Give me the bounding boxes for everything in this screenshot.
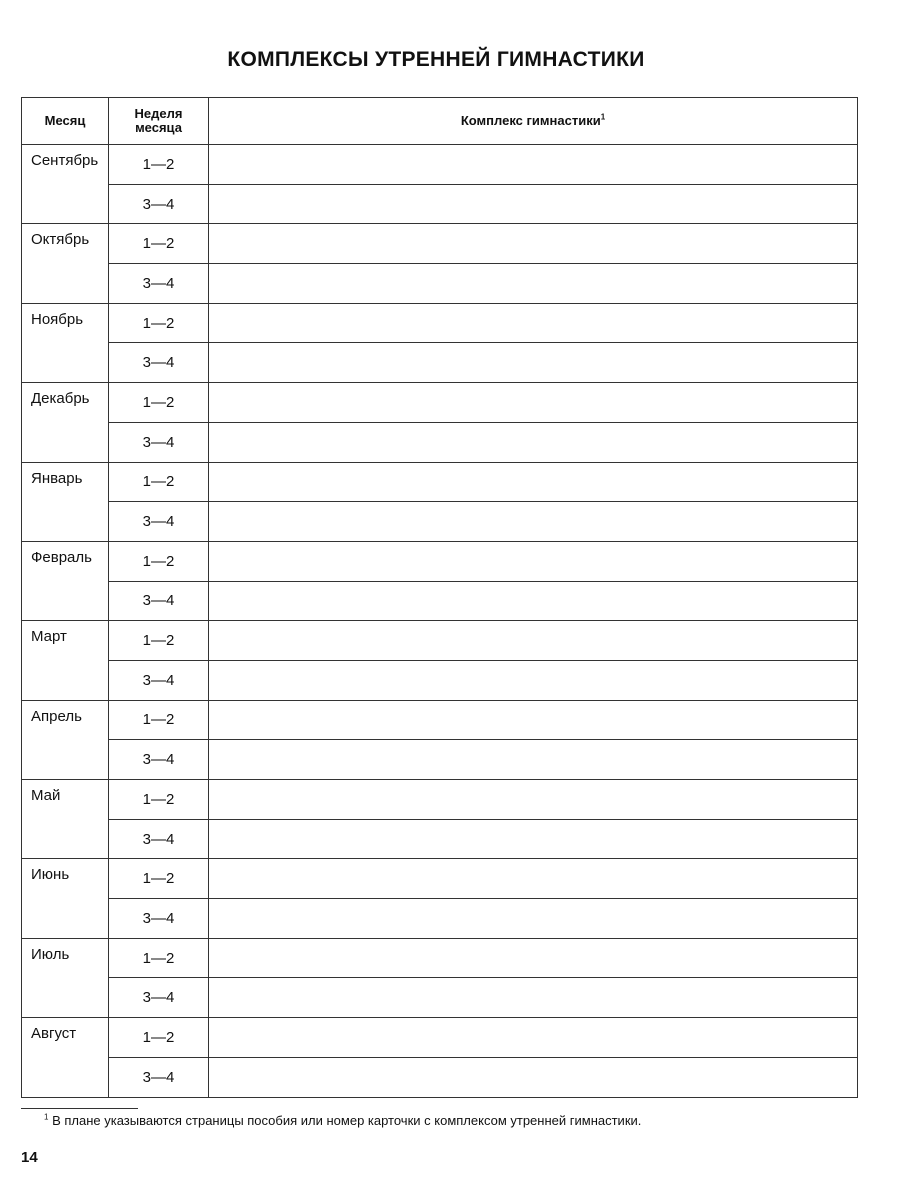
month-cell: Декабрь: [22, 383, 109, 462]
week-cell: 3—4: [109, 264, 209, 304]
week-cell: 3—4: [109, 660, 209, 700]
month-cell: Март: [22, 621, 109, 700]
column-header-week: [109, 98, 209, 145]
table-row: [22, 502, 858, 542]
table-row: [22, 184, 858, 224]
complex-entry-cell[interactable]: [209, 700, 858, 740]
footnote: [44, 1113, 641, 1128]
complex-entry-cell[interactable]: [209, 145, 858, 185]
complex-entry-cell[interactable]: [209, 1057, 858, 1097]
week-cell: 3—4: [109, 581, 209, 621]
complex-entry-cell[interactable]: [209, 660, 858, 700]
week-cell: 3—4: [109, 899, 209, 939]
footnote-mark: 1: [600, 112, 606, 122]
month-cell: Май: [22, 780, 109, 859]
gymnastics-plan-table: [21, 97, 858, 1098]
table-row: [22, 740, 858, 780]
complex-entry-cell[interactable]: [209, 780, 858, 820]
month-cell: Сентябрь: [22, 145, 109, 224]
week-cell: 1—2: [109, 462, 209, 502]
table-row: [22, 621, 858, 661]
complex-entry-cell[interactable]: [209, 264, 858, 304]
complex-entry-cell[interactable]: [209, 938, 858, 978]
week-cell: 1—2: [109, 145, 209, 185]
week-cell: 1—2: [109, 780, 209, 820]
table-row: [22, 581, 858, 621]
complex-entry-cell[interactable]: [209, 581, 858, 621]
page-title: КОМПЛЕКСЫ УТРЕННЕЙ ГИМНАСТИКИ: [227, 48, 645, 71]
week-cell: 1—2: [109, 541, 209, 581]
complex-entry-cell[interactable]: [209, 343, 858, 383]
table-row: [22, 700, 858, 740]
column-header-week-line2: месяца: [135, 120, 182, 135]
complex-entry-cell[interactable]: [209, 859, 858, 899]
column-header-week-line1: Неделя: [134, 106, 183, 121]
table-row: [22, 859, 858, 899]
table-row: [22, 1057, 858, 1097]
complex-entry-cell[interactable]: [209, 819, 858, 859]
footnote-text: В плане указываются страницы пособия или номер карточки с комплексом утренней гимнастики.: [52, 1113, 642, 1128]
complex-entry-cell[interactable]: [209, 383, 858, 423]
week-cell: 1—2: [109, 1018, 209, 1058]
week-cell: 3—4: [109, 422, 209, 462]
table-row: [22, 145, 858, 185]
table-row: [22, 938, 858, 978]
table-row: [22, 462, 858, 502]
month-cell: Ноябрь: [22, 303, 109, 382]
week-cell: 1—2: [109, 621, 209, 661]
complex-entry-cell[interactable]: [209, 303, 858, 343]
week-cell: 1—2: [109, 859, 209, 899]
complex-entry-cell[interactable]: [209, 224, 858, 264]
week-cell: 3—4: [109, 978, 209, 1018]
page-number: 14: [21, 1149, 38, 1166]
month-cell: Август: [22, 1018, 109, 1097]
table-row: [22, 660, 858, 700]
week-cell: 3—4: [109, 819, 209, 859]
complex-entry-cell[interactable]: [209, 184, 858, 224]
week-cell: 1—2: [109, 383, 209, 423]
week-cell: 1—2: [109, 700, 209, 740]
week-cell: 3—4: [109, 502, 209, 542]
month-cell: Январь: [22, 462, 109, 541]
table-row: [22, 819, 858, 859]
week-cell: 3—4: [109, 740, 209, 780]
table-row: [22, 978, 858, 1018]
table-row: [22, 1018, 858, 1058]
table-row: [22, 422, 858, 462]
week-cell: 1—2: [109, 938, 209, 978]
month-cell: Октябрь: [22, 224, 109, 303]
complex-entry-cell[interactable]: [209, 978, 858, 1018]
month-cell: Июнь: [22, 859, 109, 938]
column-header-complex: [209, 98, 858, 145]
column-header-complex-label: Комплекс гимнастики: [460, 113, 601, 128]
week-cell: 3—4: [109, 1057, 209, 1097]
complex-entry-cell[interactable]: [209, 740, 858, 780]
table-row: [22, 224, 858, 264]
month-cell: Февраль: [22, 541, 109, 620]
table-body: [22, 145, 858, 1098]
table-row: [22, 780, 858, 820]
week-cell: 3—4: [109, 184, 209, 224]
column-header-month: Месяц: [22, 98, 109, 145]
week-cell: 1—2: [109, 224, 209, 264]
complex-entry-cell[interactable]: [209, 899, 858, 939]
complex-entry-cell[interactable]: [209, 541, 858, 581]
complex-entry-cell[interactable]: [209, 1018, 858, 1058]
footnote-divider: [21, 1108, 138, 1109]
table-row: [22, 303, 858, 343]
month-cell: Апрель: [22, 700, 109, 779]
complex-entry-cell[interactable]: [209, 621, 858, 661]
table-header-row: [22, 98, 858, 145]
complex-entry-cell[interactable]: [209, 422, 858, 462]
complex-entry-cell[interactable]: [209, 462, 858, 502]
footnote-number: 1: [44, 1112, 49, 1122]
table-row: [22, 383, 858, 423]
table-row: [22, 541, 858, 581]
month-cell: Июль: [22, 938, 109, 1017]
table-row: [22, 343, 858, 383]
week-cell: 1—2: [109, 303, 209, 343]
table-row: [22, 264, 858, 304]
week-cell: 3—4: [109, 343, 209, 383]
table-row: [22, 899, 858, 939]
complex-entry-cell[interactable]: [209, 502, 858, 542]
